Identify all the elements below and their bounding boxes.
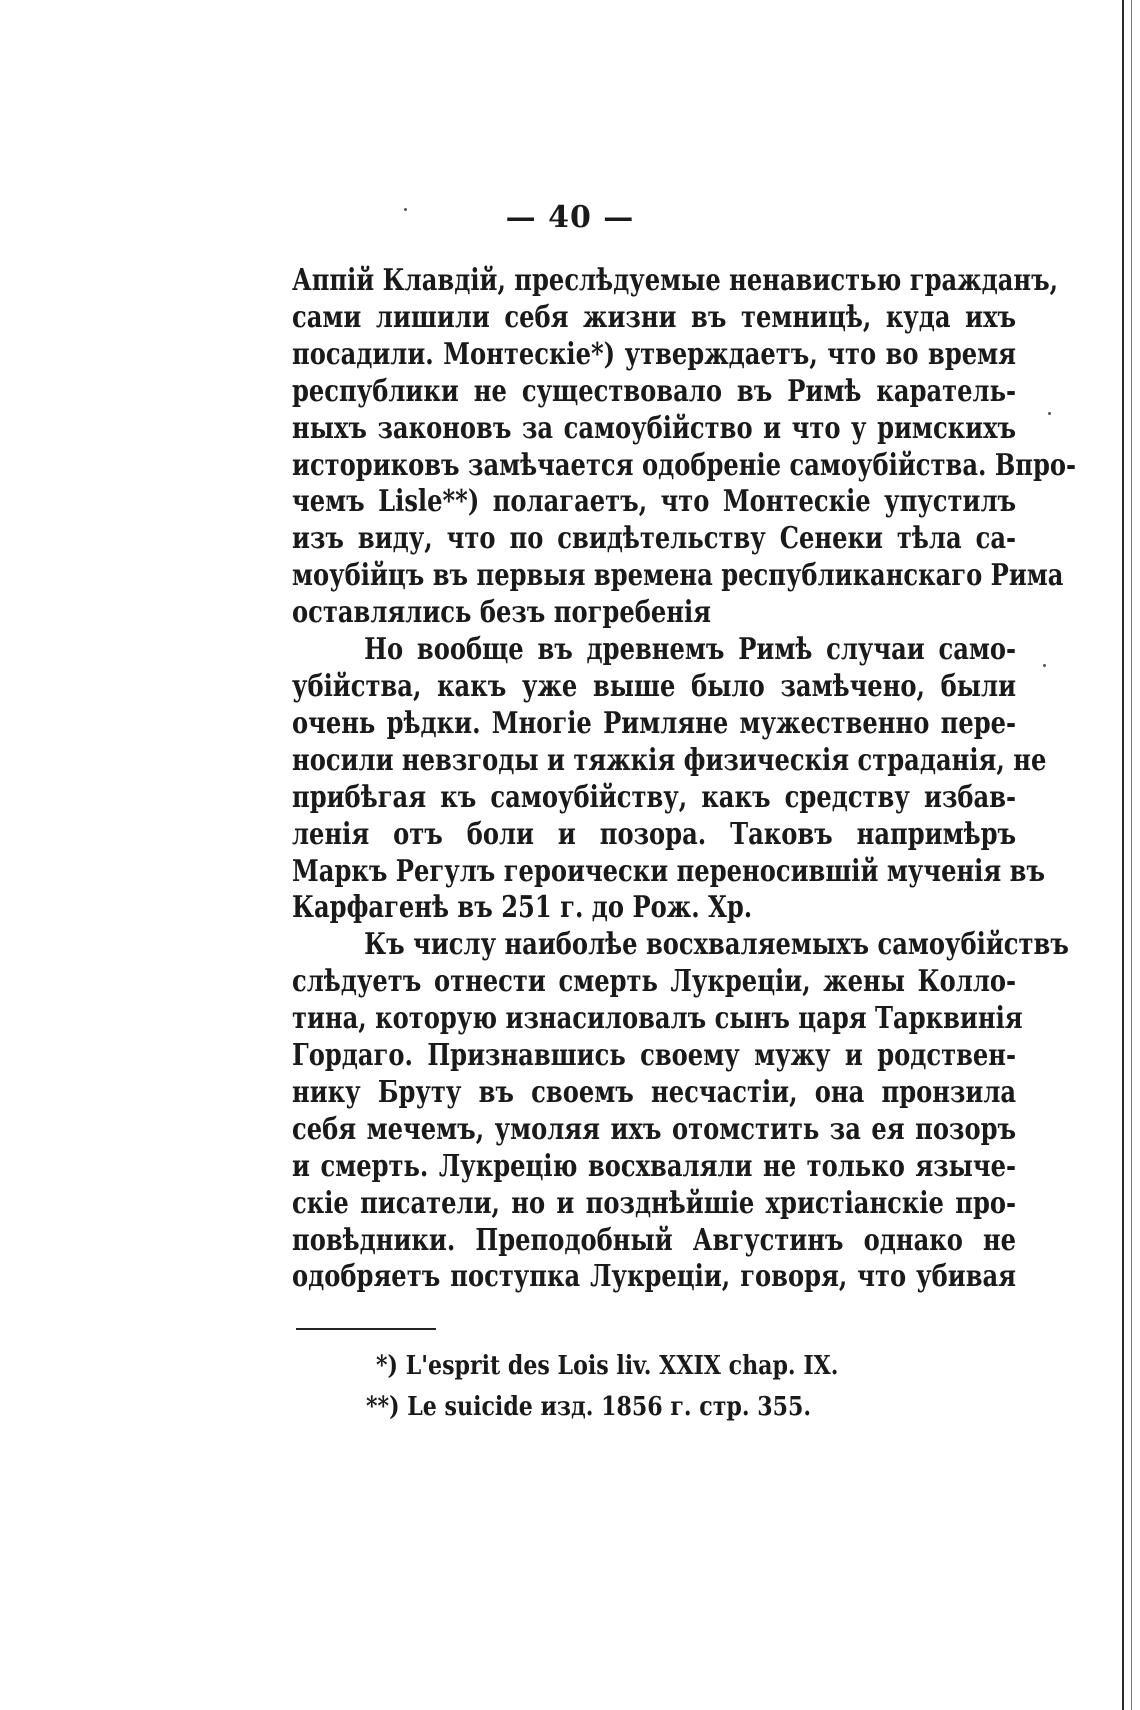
scan-speck <box>404 208 407 211</box>
text-line: прибѣгая къ самоубійству, какъ средству избав- <box>292 778 1017 814</box>
footnote-separator <box>296 1328 436 1330</box>
text-line: Маркъ Регулъ героически переносившій мученія въ <box>292 852 1046 888</box>
text-line: ленія отъ боли и позора. Таковъ напримѣръ <box>292 815 1017 851</box>
text-line: носили невзгоды и тяжкія физическія страданія, не <box>292 741 1047 777</box>
text-line: повѣдники. Преподобный Августинъ однако не <box>292 1221 1017 1257</box>
text-line: Аппій Клавдій, преслѣдуемые ненавистью гражданъ, <box>292 262 1059 297</box>
footnote-1: *) L'esprit des Lois liv. XXIX chap. IX. <box>376 1351 839 1381</box>
text-line: изъ виду, что по свидѣтельству Сенеки тѣла са- <box>292 520 1017 556</box>
text-line: одобряетъ поступка Лукреціи, говоря, что убивая <box>292 1258 1017 1294</box>
scan-speck <box>1043 664 1046 667</box>
paragraph-end-line: Карфагенѣ въ 251 г. до Рож. Хр. <box>292 889 753 925</box>
text-line: скіе писатели, но и позднѣйшіе христіанскіе про- <box>292 1184 1017 1220</box>
text-line: убійства, какъ уже выше было замѣчено, были <box>292 667 1017 703</box>
text-line: моубійцъ въ первыя времена республиканскаго Рима <box>292 557 1064 593</box>
text-line: чемъ Lisle**) полагаетъ, что Монтескіе упустилъ <box>292 483 1017 519</box>
body-text <box>292 262 1077 1295</box>
text-line: ныхъ законовъ за самоубійство и что у римскихъ <box>292 409 1017 445</box>
text-line: и смерть. Лукрецію восхваляли не только языче- <box>292 1147 1017 1183</box>
text-line: республики не существовало въ Римѣ каратель- <box>292 372 1017 408</box>
text-line: нику Бруту въ своемъ несчастіи, она пронзила <box>292 1073 1017 1109</box>
text-line: тина, которую изнасиловалъ сынъ царя Тарквинія <box>292 1000 1023 1036</box>
text-line: сами лишили себя жизни въ темницѣ, куда ихъ <box>292 298 1017 334</box>
footnote-2: **) Le suicide изд. 1856 г. стр. 355. <box>366 1392 812 1422</box>
page-edge-border <box>1122 0 1124 1710</box>
text-line: историковъ замѣчается одобреніе самоубійства. Впро- <box>292 446 1077 482</box>
paragraph-start-line: Но вообще въ древнемъ Римѣ случаи само- <box>364 631 1017 667</box>
page-number: — 40 — <box>505 200 635 235</box>
text-line: Гордаго. Признавшись своему мужу и родствен- <box>292 1037 1017 1073</box>
text-line: посадили. Монтескіе*) утверждаетъ, что во время <box>292 335 1017 371</box>
text-line: очень рѣдки. Многіе Римляне мужественно пере- <box>292 704 1017 740</box>
paragraph-end-line: оставлялись безъ погребенія <box>292 594 712 630</box>
paragraph-start-line: Къ числу наиболѣе восхваляемыхъ самоубійствъ <box>364 926 1069 962</box>
text-line: слѣдуетъ отнести смерть Лукреціи, жены Колло- <box>292 963 1017 999</box>
page-edge-border-thin <box>1131 0 1132 1710</box>
text-line: себя мечемъ, умоляя ихъ отомстить за ея позоръ <box>292 1110 1017 1146</box>
scan-speck <box>1048 412 1051 415</box>
